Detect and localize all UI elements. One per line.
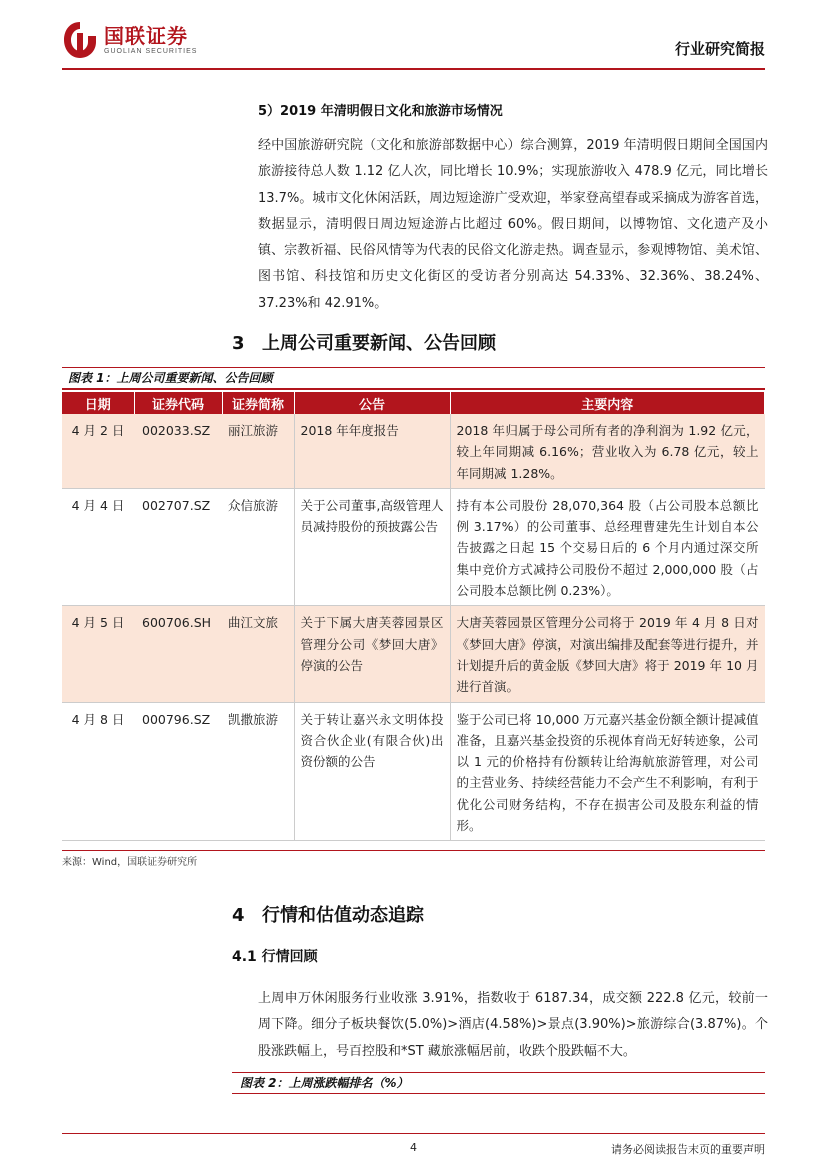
table-row <box>62 702 765 841</box>
cell-content: 2018 年归属于母公司所有者的净利润为 1.92 亿元，较上年同期减 6.16%；营业收入为 6.78 亿元，较上年同期减 1.28%。 <box>450 414 765 488</box>
section41-paragraph: 上周申万休闲服务行业收涨 3.91%，指数收于 6187.34，成交额 222.8 亿元，较前一周下降。细分子板块餐饮(5.0%)>酒店(4.58%)>景点(3.90%)>旅游综合(3.87%)。个股涨跌幅上，号百控股和*ST 藏旅涨幅居前，收跌个股跌幅不大。 <box>258 991 768 1059</box>
cell-code: 600706.SH <box>134 606 222 702</box>
section3-number: 3 <box>232 333 245 354</box>
cell-date: 4 月 4 日 <box>62 488 134 605</box>
cell-name: 凯撒旅游 <box>222 702 294 841</box>
col-header-announcement: 公告 <box>294 392 450 414</box>
footer-disclaimer: 请务必阅读报告末页的重要声明 <box>611 1143 765 1156</box>
col-header-date: 日期 <box>62 392 134 414</box>
section3-heading <box>232 329 496 355</box>
page-number: 4 <box>410 1141 417 1154</box>
footer-divider <box>62 1133 765 1134</box>
figure2-title: 图表 2：上周涨跌幅排名（%） <box>240 1076 409 1090</box>
cell-name: 众信旅游 <box>222 488 294 605</box>
section41-heading: 4.1 行情回顾 <box>232 949 318 965</box>
cell-content: 鉴于公司已将 10,000 万元嘉兴基金份额全额计提减值准备，且嘉兴基金投资的乐视体育尚无好转迹象，公司以 1 元的价格持有份额转让给海航旅游管理，对公司的主营业务、持续经营能力不会产生不利影响，有利于优化公司财务结构，不存在损害公司及股东利益的情形。 <box>450 702 765 841</box>
news-table <box>62 392 765 841</box>
report-type-label: 行业研究简报 <box>674 40 765 58</box>
page-header <box>0 0 827 74</box>
figure1-divider <box>62 388 765 390</box>
cell-code: 002707.SZ <box>134 488 222 605</box>
section5-heading: 5）2019 年清明假日文化和旅游市场情况 <box>258 104 503 119</box>
cell-content: 持有本公司股份 28,070,364 股（占公司股本总额比例 3.17%）的公司董事、总经理曹建先生计划自本公告披露之日起 15 个交易日后的 6 个月内通过深交所集中竞价方式减持公司股份不超过 2,000,000 股（占公司股本总额比例 0.23%）。 <box>450 488 765 605</box>
cell-date: 4 月 2 日 <box>62 414 134 488</box>
logo-cn-text: 国联证券 <box>104 24 188 48</box>
guolian-logo-icon <box>62 20 98 60</box>
col-header-code: 证券代码 <box>134 392 222 414</box>
cell-announcement: 2018 年年度报告 <box>294 414 450 488</box>
table-row <box>62 606 765 702</box>
table-header-row <box>62 392 765 414</box>
section4-number: 4 <box>232 905 245 926</box>
header-divider <box>62 68 765 70</box>
source-divider <box>62 850 765 851</box>
col-header-content: 主要内容 <box>450 392 765 414</box>
section5-paragraph: 经中国旅游研究院（文化和旅游部数据中心）综合测算，2019 年清明假日期间全国国内旅游接待总人数 1.12 亿人次，同比增长 10.9%；实现旅游收入 478.9 亿元，同比增长 13.7%。城市文化休闲活跃，周边短途游广受欢迎，举家登高望春或采摘成为游客首选，数据显示，清明假日周边短途游占比超过 60%。假日期间，以博物馆、文化遗产及小镇、宗教祈福、民俗风情等为代表的民俗文化游走热。调查显示，参观博物馆、美术馆、图书馆、科技馆和历史文化街区的受访者分别高达 54.33%、32.36%、38.24%、37.23%和 42.91%。 <box>258 138 768 311</box>
section3-title: 上周公司重要新闻、公告回顾 <box>262 333 496 354</box>
cell-announcement: 关于转让嘉兴永文明体投资合伙企业(有限合伙)出资份额的公告 <box>294 702 450 841</box>
section4-heading <box>232 901 424 927</box>
logo-en-text: GUOLIAN SECURITIES <box>104 48 198 55</box>
cell-code: 000796.SZ <box>134 702 222 841</box>
col-header-name: 证券简称 <box>222 392 294 414</box>
cell-date: 4 月 5 日 <box>62 606 134 702</box>
table-row <box>62 414 765 488</box>
table-row <box>62 488 765 605</box>
company-logo <box>62 20 197 60</box>
section4-title: 行情和估值动态追踪 <box>262 905 424 926</box>
cell-code: 002033.SZ <box>134 414 222 488</box>
cell-announcement: 关于下属大唐芙蓉园景区管理分公司《梦回大唐》停演的公告 <box>294 606 450 702</box>
cell-announcement: 关于公司董事,高级管理人员减持股份的预披露公告 <box>294 488 450 605</box>
cell-date: 4 月 8 日 <box>62 702 134 841</box>
cell-name: 丽江旅游 <box>222 414 294 488</box>
cell-name: 曲江文旅 <box>222 606 294 702</box>
figure1-title: 图表 1：上周公司重要新闻、公告回顾 <box>62 367 765 388</box>
cell-content: 大唐芙蓉园景区管理分公司将于 2019 年 4 月 8 日对《梦回大唐》停演，对演出编排及配套等进行提升，并计划提升后的黄金版《梦回大唐》将于 2019 年 10 月进行首演。 <box>450 606 765 702</box>
figure1-source: 来源：Wind，国联证券研究所 <box>62 857 198 868</box>
